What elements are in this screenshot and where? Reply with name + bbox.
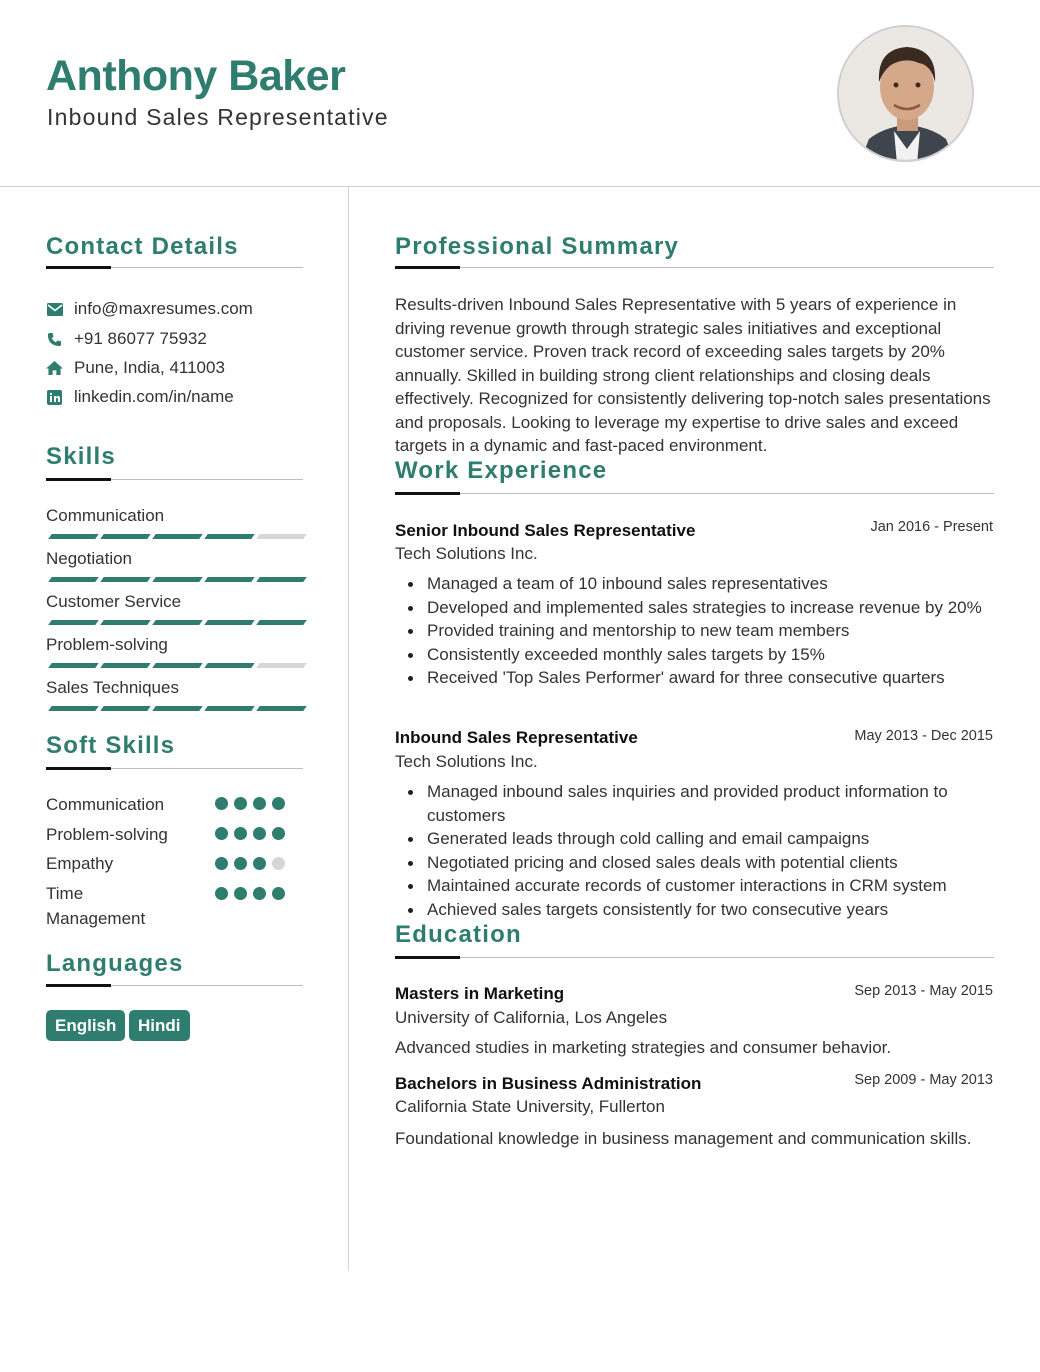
column-divider — [348, 187, 349, 1271]
rating-segment-filled — [100, 663, 151, 668]
soft-skill-name: Time Management — [46, 884, 146, 928]
rating-segment-filled — [204, 534, 255, 539]
contact-section-rule — [46, 267, 303, 268]
skill-level-bar — [50, 534, 305, 539]
contact-phone-text: +91 86077 75932 — [74, 329, 207, 348]
rating-segment-filled — [152, 620, 203, 625]
contact-location — [46, 357, 225, 379]
rating-segment-filled — [48, 663, 99, 668]
education-section-title: Education — [395, 921, 522, 948]
soft-skill-name: Communication — [46, 795, 165, 814]
skill-name: Customer Service — [46, 592, 182, 611]
education-school: California State University, Fullerton — [395, 1097, 665, 1116]
rating-segment-filled — [272, 797, 285, 810]
skills-section-rule — [46, 479, 303, 480]
list-item: Achieved sales targets consistently for two consecutive years — [405, 898, 995, 922]
skills-section-title: Skills — [46, 443, 116, 470]
contact-location-text: Pune, India, 411003 — [74, 358, 225, 377]
skill-name: Sales Techniques — [46, 678, 179, 697]
job-bullets — [405, 780, 995, 921]
experience-section-title: Work Experience — [395, 457, 608, 484]
list-item: Received 'Top Sales Performer' award for three consecutive quarters — [405, 666, 995, 690]
soft-skill-rating — [215, 887, 285, 900]
soft-skill-name: Empathy — [46, 854, 114, 873]
language-badge: Hindi — [129, 1010, 190, 1041]
contact-linkedin-text: linkedin.com/in/name — [74, 387, 234, 406]
list-item: Managed inbound sales inquiries and provided product information to customers — [405, 780, 995, 827]
job-bullets — [405, 572, 995, 690]
soft-skills-section-rule — [46, 768, 303, 769]
job-dates: May 2013 - Dec 2015 — [854, 728, 993, 744]
list-item: Provided training and mentorship to new team members — [405, 619, 995, 643]
skill-level-bar — [50, 620, 305, 625]
rating-segment-filled — [204, 620, 255, 625]
candidate-title: Inbound Sales Representative — [47, 104, 389, 130]
phone-icon — [46, 331, 63, 348]
rating-segment-filled — [253, 827, 266, 840]
education-school: University of California, Los Angeles — [395, 1008, 668, 1027]
contact-email-text: info@maxresumes.com — [74, 299, 253, 318]
rating-segment-filled — [253, 857, 266, 870]
language-badge: English — [46, 1010, 125, 1041]
rating-segment-filled — [272, 887, 285, 900]
rating-segment-filled — [204, 663, 255, 668]
list-item: Negotiated pricing and closed sales deals with potential clients — [405, 851, 995, 875]
profile-photo — [837, 25, 974, 162]
rating-segment-filled — [272, 827, 285, 840]
soft-skill-rating — [215, 827, 285, 840]
rating-segment-filled — [48, 706, 99, 711]
education-description: Foundational knowledge in business management and communication skills. — [395, 1129, 972, 1148]
rating-segment-filled — [100, 577, 151, 582]
rating-segment-filled — [48, 577, 99, 582]
skill-name: Negotiation — [46, 549, 133, 568]
rating-segment-filled — [234, 887, 247, 900]
job-dates: Jan 2016 - Present — [870, 519, 993, 535]
rating-segment-filled — [100, 620, 151, 625]
rating-segment-empty — [256, 534, 307, 539]
contact-email[interactable] — [46, 298, 253, 320]
rating-segment-filled — [152, 534, 203, 539]
rating-segment-filled — [234, 797, 247, 810]
rating-segment-filled — [215, 827, 228, 840]
contact-section-title: Contact Details — [46, 233, 239, 260]
linkedin-icon — [46, 389, 63, 406]
list-item: Consistently exceeded monthly sales targets by 15% — [405, 643, 995, 667]
contact-phone[interactable] — [46, 328, 207, 350]
job-company: Tech Solutions Inc. — [395, 752, 538, 771]
contact-linkedin[interactable] — [46, 386, 234, 408]
summary-text: Results-driven Inbound Sales Representative with 5 years of experience in driving revenue growth through strategic sales initiatives and exceptional customer service. Proven track record of exceeding sales targets by 20% annually. Skilled in building strong client relationships and closing deals effectively. Recognized for consistently delivering top-notch sales presentations and proposals. Looking to leverage my expertise to drive sales and exceed targets in a dynamic and fast-paced environment. — [395, 295, 991, 455]
list-item: Generated leads through cold calling and email campaigns — [405, 827, 995, 851]
resume-header — [0, 0, 1040, 187]
rating-segment-filled — [215, 797, 228, 810]
education-dates: Sep 2009 - May 2013 — [854, 1072, 993, 1088]
languages-section-rule — [46, 985, 303, 986]
skill-level-bar — [50, 577, 305, 582]
skill-name: Problem-solving — [46, 635, 168, 654]
skill-name: Communication — [46, 506, 165, 525]
rating-segment-filled — [100, 706, 151, 711]
rating-segment-filled — [253, 887, 266, 900]
education-section-rule — [395, 957, 994, 958]
education-description: Advanced studies in marketing strategies and consumer behavior. — [395, 1038, 892, 1057]
person-portrait-icon — [839, 27, 974, 162]
rating-segment-filled — [256, 577, 307, 582]
soft-skill-rating — [215, 797, 285, 810]
rating-segment-filled — [204, 577, 255, 582]
job-company: Tech Solutions Inc. — [395, 544, 538, 563]
education-degree: Bachelors in Business Administration — [395, 1074, 702, 1093]
rating-segment-filled — [204, 706, 255, 711]
rating-segment-filled — [48, 620, 99, 625]
rating-segment-empty — [272, 857, 285, 870]
skill-level-bar — [50, 663, 305, 668]
rating-segment-filled — [152, 706, 203, 711]
job-role: Senior Inbound Sales Representative — [395, 521, 696, 540]
candidate-name: Anthony Baker — [46, 52, 346, 100]
rating-segment-filled — [234, 827, 247, 840]
rating-segment-filled — [100, 534, 151, 539]
languages-section-title: Languages — [46, 950, 184, 977]
rating-segment-filled — [253, 797, 266, 810]
summary-section-title: Professional Summary — [395, 233, 680, 260]
rating-segment-filled — [152, 577, 203, 582]
rating-segment-empty — [256, 663, 307, 668]
rating-segment-filled — [48, 534, 99, 539]
job-role: Inbound Sales Representative — [395, 728, 638, 747]
education-degree: Masters in Marketing — [395, 984, 565, 1003]
envelope-icon — [46, 301, 63, 318]
soft-skill-rating — [215, 857, 285, 870]
rating-segment-filled — [256, 620, 307, 625]
rating-segment-filled — [234, 857, 247, 870]
soft-skills-section-title: Soft Skills — [46, 732, 176, 759]
list-item: Maintained accurate records of customer interactions in CRM system — [405, 874, 995, 898]
experience-section-rule — [395, 493, 994, 494]
rating-segment-filled — [215, 887, 228, 900]
home-icon — [46, 360, 63, 377]
education-dates: Sep 2013 - May 2015 — [854, 983, 993, 999]
list-item: Managed a team of 10 inbound sales representatives — [405, 572, 995, 596]
summary-section-rule — [395, 267, 994, 268]
soft-skill-name: Problem-solving — [46, 825, 168, 844]
rating-segment-filled — [256, 706, 307, 711]
skill-level-bar — [50, 706, 305, 711]
list-item: Developed and implemented sales strategies to increase revenue by 20% — [405, 596, 995, 620]
rating-segment-filled — [152, 663, 203, 668]
rating-segment-filled — [215, 857, 228, 870]
